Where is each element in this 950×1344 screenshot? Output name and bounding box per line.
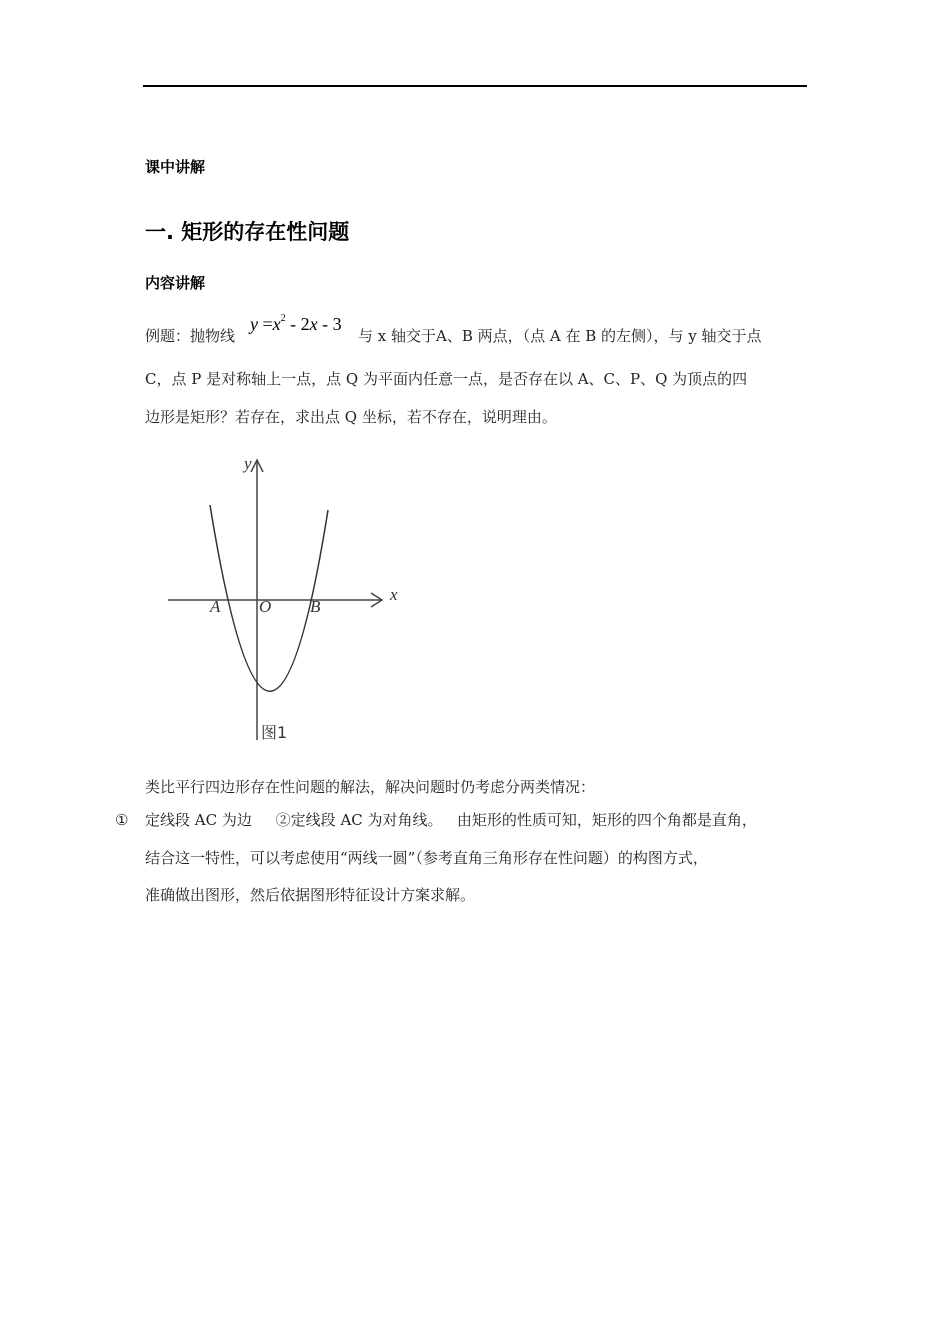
sub-label: 内容讲解 xyxy=(145,274,206,292)
parabola-figure xyxy=(160,450,400,750)
parabola-formula: $y =x^2 - 2x - 3$ xyxy=(250,313,342,334)
point-a-label: A xyxy=(210,597,221,616)
chapter-title: 一. 矩形的存在性问题 xyxy=(145,220,350,244)
x-axis-label: x xyxy=(390,585,398,604)
example-line2: C，点 P 是对称轴上一点，点 Q 为平面内任意一点，是否存在以 A、C、P、Q 为顶点的四 xyxy=(145,370,748,388)
example-line3: 边形是矩形？若存在，求出点 Q 坐标，若不存在，说明理由。 xyxy=(145,408,557,426)
analysis-line4: 准确做出图形，然后依据图形特征设计方案求解。 xyxy=(145,886,476,904)
figure-caption: 图1 xyxy=(261,723,288,742)
example-line1: 与 x 轴交于A、B 两点，（点 A 在 B 的左侧），与 y 轴交于点 xyxy=(358,327,762,345)
analysis-line3: 结合这一特性，可以考虑使用“两线一圆”（参考直角三角形存在性问题）的构图方式， xyxy=(145,849,708,867)
point-o-label: O xyxy=(259,597,272,616)
y-axis-label: y xyxy=(244,454,252,473)
point-b-label: B xyxy=(310,597,321,616)
formula-y: y xyxy=(250,314,258,334)
analysis-line2: 定线段 AC 为边 ②定线段 AC 为对角线。 由矩形的性质可知，矩形的四个角都是直角， xyxy=(145,811,757,829)
header-rule xyxy=(143,85,807,87)
example-prefix: 例题：抛物线 xyxy=(145,327,236,345)
parabola-graph xyxy=(160,450,400,750)
list-marker-1: ① xyxy=(115,811,129,829)
section-label: 课中讲解 xyxy=(145,158,206,176)
analysis-line1: 类比平行四边形存在性问题的解法，解决问题时仍考虑分两类情况： xyxy=(145,778,596,796)
